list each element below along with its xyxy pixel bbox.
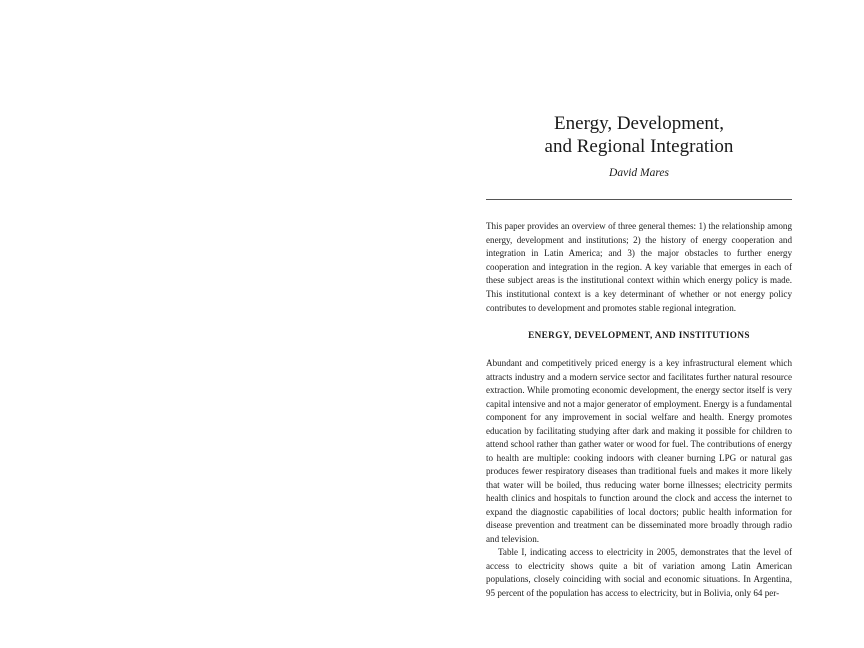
body-paragraph-2: Table I, indicating access to electricity in 2005, demonstrates that the level of access to electricity shows quite a bit of variation among Latin American populations, closely coinciding with social and economic situations. In Argentina, 95 percent of the population has access to electricity, but in Bolivia, only 64 per- <box>486 547 792 598</box>
author-name: David Mares <box>609 167 669 179</box>
section-heading: ENERGY, DEVELOPMENT, AND INSTITUTIONS <box>528 330 750 341</box>
body-paragraph-1: Abundant and competitively priced energy is a key infrastructural element which attracts industry and a modern service sector and facilitates further natural resource extraction. While promoting economic development, the energy sector itself is very capital intensive and not a major generator of employment. Energy is a fundamental component for any improvement in social welfare and health. Energy promotes education by facilitating studying after dark and making it possible for children to attend school rather than gather water or wood for fuel. The contributions of energy to health are multiple: cooking indoors with cleaner burning LPG or natural gas produces fewer respiratory diseases than traditional fuels and makes it more likely that water will be boiled, thus reducing water borne illnesses; electricity permits health clinics and hospitals to function around the clock and access the internet to expand the diagnostic capabilities of local doctors; public health information for disease prevention and treatment can be disseminated more broadly through radio and television. <box>486 358 792 544</box>
title-line-1: Energy, Development, <box>554 113 724 134</box>
title-line-2: and Regional Integration <box>544 136 734 157</box>
abstract: This paper provides an overview of three general themes: 1) the relationship among energy, development and institutions; 2) the history of energy cooperation and integration in Latin America; and 3) the major obstacles to further energy cooperation and integration in the region. A key variable that emerges in each of these subject areas is the institutional context within which energy policy is made. This institutional context is a key determinant of whether or not energy policy contributes to development and promotes stable regional integration. <box>486 221 792 313</box>
right-page <box>486 112 792 600</box>
title-divider <box>486 199 792 200</box>
article-title <box>486 112 792 158</box>
